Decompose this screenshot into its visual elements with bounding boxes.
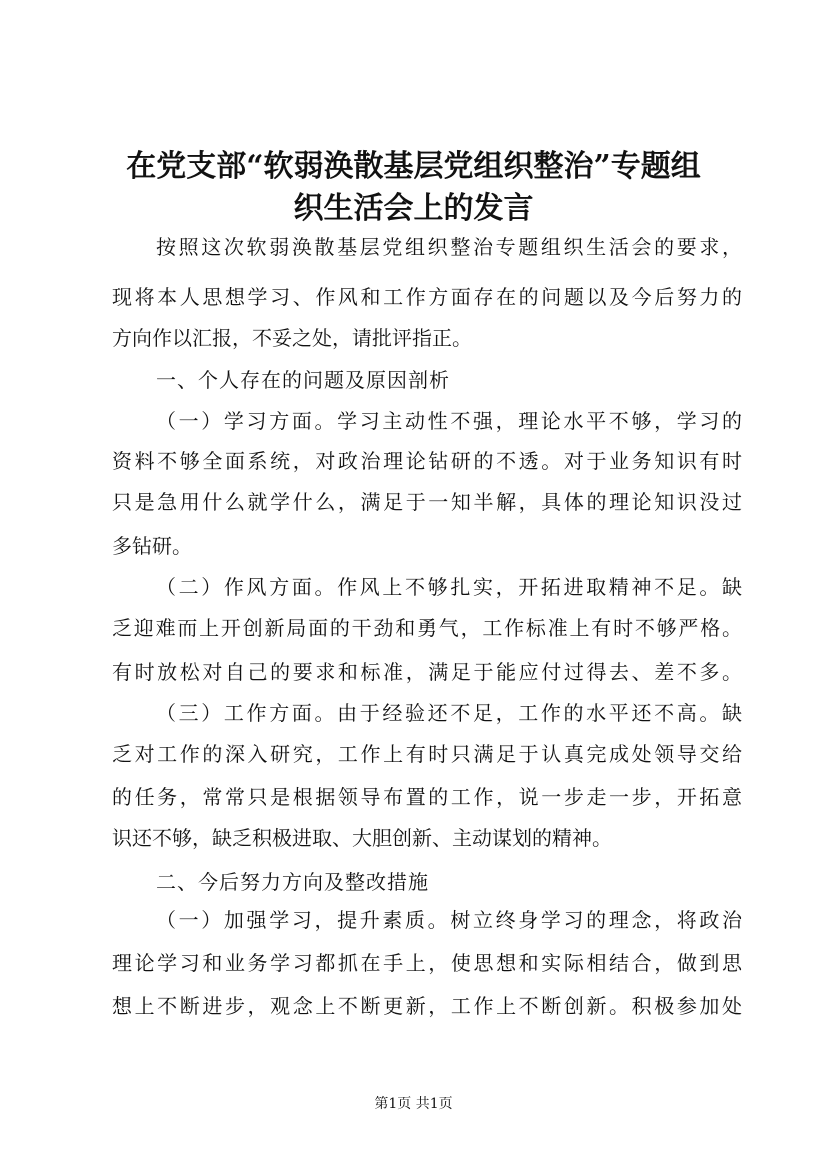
body-line-9: （二）作风方面。作风上不够扎实，开拓进取精神不足。缺 [156,575,742,599]
body-line-15: 识还不够，缺乏积极进取、大胆创新、主动谋划的精神。 [112,826,612,850]
section-heading-1: 一、个人存在的问题及原因剖析 [156,368,450,392]
body-line-3: 方向作以汇报，不妥之处，请批评指正。 [112,326,472,350]
section-heading-2: 二、今后努力方向及整改措施 [156,870,429,894]
body-line-12: （三）工作方面。由于经验还不足，工作的水平还不高。缺 [156,701,742,725]
body-line-6: 资料不够全面系统，对政治理论钻研的不透。对于业务知识有时 [112,449,742,473]
body-line-5: （一）学习方面。学习主动性不强，理论水平不够，学习的 [156,409,742,433]
page-number-footer: 第1页 共1页 [374,1096,453,1112]
body-line-1: 按照这次软弱涣散基层党组织整治专题组织生活会的要求， [156,235,742,259]
body-line-18: 理论学习和业务学习都抓在手上，使思想和实际相结合，做到思 [112,951,742,975]
body-line-7: 只是急用什么就学什么，满足于一知半解，具体的理论知识没过 [112,490,742,514]
body-line-2: 现将本人思想学习、作风和工作方面存在的问题以及今后努力的 [112,285,742,309]
body-line-11: 有时放松对自己的要求和标准，满足于能应付过得去、差不多。 [112,660,742,684]
body-line-14: 的任务，常常只是根据领导布置的工作，说一步走一步，开拓意 [112,785,742,809]
body-line-17: （一）加强学习，提升素质。树立终身学习的理念，将政治 [156,908,742,932]
title-line-1: 在党支部“软弱涣散基层党组织整治”专题组 [126,149,701,184]
body-line-8: 多钻研。 [112,534,192,558]
body-line-19: 想上不断进步，观念上不断更新，工作上不断创新。积极参加处 [112,994,742,1018]
title-line-2: 织生活会上的发言 [293,191,534,226]
body-line-13: 乏对工作的深入研究，工作上有时只满足于认真完成处领导交给 [112,742,742,766]
body-line-10: 乏迎难而上开创新局面的干劲和勇气，工作标准上有时不够严格。 [112,616,742,640]
